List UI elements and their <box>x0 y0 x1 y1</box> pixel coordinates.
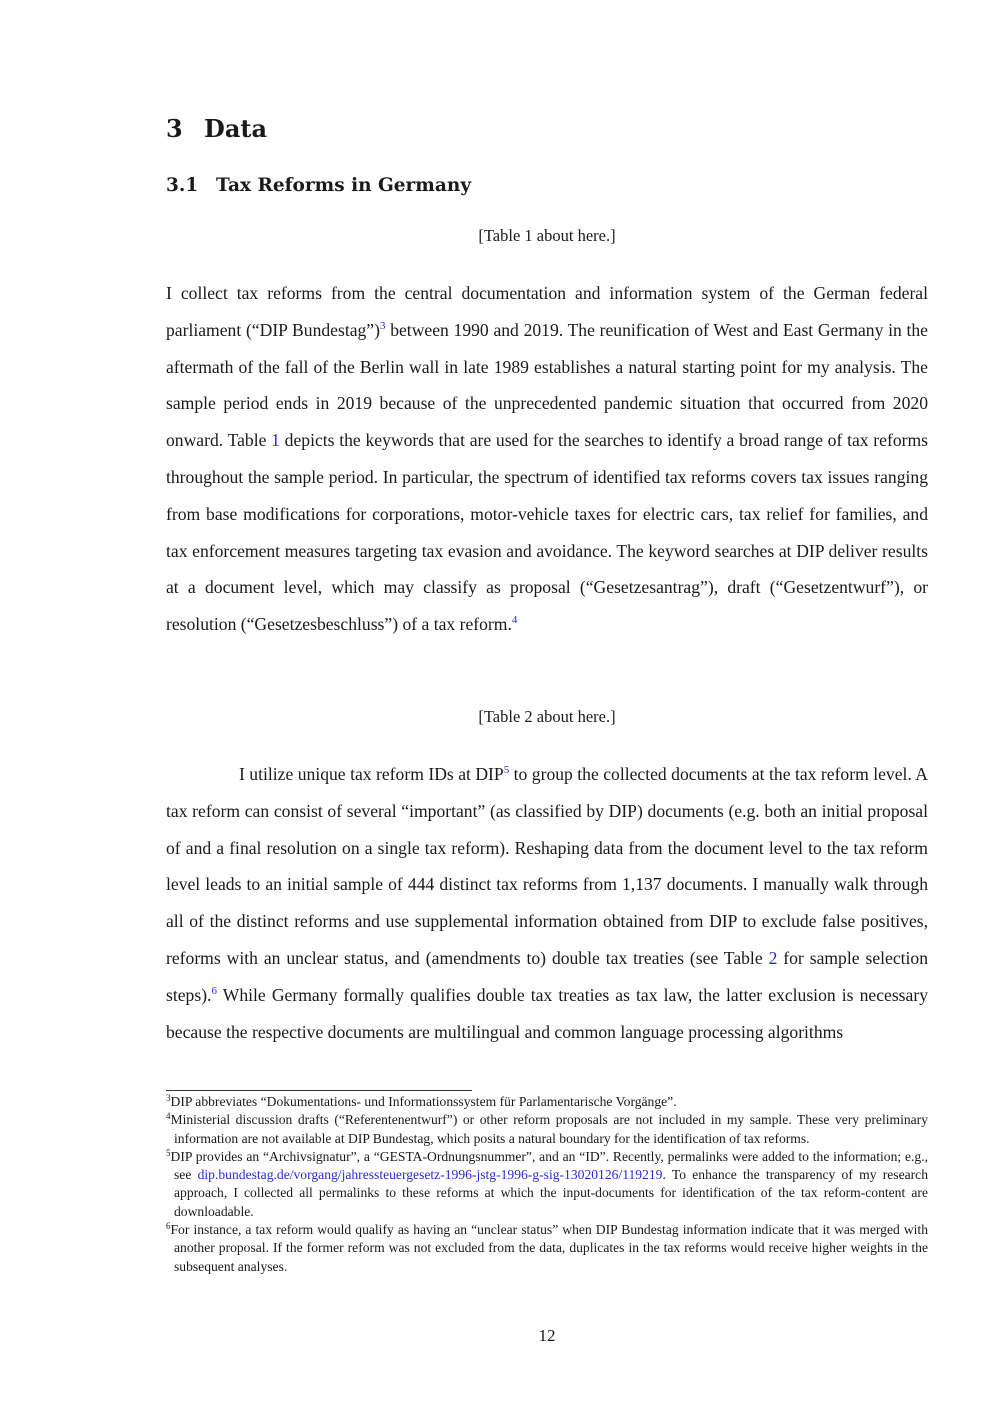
para1-text-2: between 1990 and 2019. The reunification of West and East Germany in the aftermath of the fall of the Berlin wall in late 1989 establishes a natural starting point for my analysis. The sample period ends in 2019 because of the unprecedented pandemic situation that occurred from 2020 onward. Table <box>166 319 928 451</box>
footnote-3 <box>166 1093 928 1111</box>
para2-text-4: While Germany formally qualifies double tax treaties as tax law, the latter exclusion is necessary because the respective documents are multilingual and common language processing algorithms <box>166 984 928 1042</box>
table-ref-2[interactable]: 2 <box>768 947 778 968</box>
footnote-ref-4[interactable]: 4 <box>511 614 518 627</box>
footnote-4 <box>166 1111 928 1148</box>
footnote-ref-6[interactable]: 6 <box>211 984 217 997</box>
page-number: 12 <box>538 1326 556 1345</box>
footnote-mark: 4 <box>166 1111 171 1122</box>
subsection-title: Tax Reforms in Germany <box>216 175 472 196</box>
footnote-6 <box>166 1221 928 1276</box>
footnote-mark: 6 <box>166 1221 171 1232</box>
footnote-ref-5[interactable]: 5 <box>503 764 510 776</box>
dip-permalink[interactable]: dip.bundestag.de/vorgang/jahressteuergesetz-1996-jstg-1996-g-sig-13020126/119219 <box>197 1167 663 1183</box>
footnote-ref-3[interactable]: 3 <box>379 319 386 332</box>
para1-text-3: depicts the keywords that are used for the searches to identify a broad range of tax reforms throughout the sample period. In particular, the spectrum of identified tax reforms covers tax issues ranging from base modifications for corporations, motor-vehicle taxes for electric cars, tax relief for families, and tax enforcement measures targeting tax evasion and avoidance. The keyword searches at DIP deliver results at a document level, which may classify as proposal (“Gesetzesantrag”), draft (“Gesetzentwurf”), or resolution (“Gesetzesbeschluss”) of a tax reform. <box>166 430 929 635</box>
footnote-mark: 5 <box>166 1147 171 1158</box>
subsection-number: 3.1 <box>166 175 199 196</box>
para1-text-1: I collect tax reforms from the central documentation and information system of the German federal parliament (“DIP Bundestag”) <box>166 283 928 340</box>
footnote-text: Ministerial discussion drafts (“Referentenentwurf”) or other reform proposals are not included in my sample. These very preliminary information are not available at DIP Bundestag, which posits a natural boundary for the identification of tax reforms. <box>170 1112 928 1146</box>
section-heading <box>166 114 267 143</box>
footnote-divider <box>166 1090 472 1091</box>
table-ref-1[interactable]: 1 <box>271 430 280 451</box>
section-number: 3 <box>166 114 183 143</box>
footnote-text: DIP provides an “Archivsignatur”, a “GESTA-Ordnungsnummer”, and an “ID”. Recently, permalinks were added to the information; e.g., see <box>170 1148 928 1183</box>
footnote-5 <box>166 1148 928 1221</box>
paragraph-2 <box>166 756 928 1050</box>
para2-text-1: I utilize unique tax reform IDs at DIP <box>239 764 504 784</box>
para2-text-2: to group the collected documents at the tax reform level. A tax reform can consist of several “important” (as classified by DIP) documents (e.g. both an initial proposal of and a final resolution on a single tax reform). Reshaping data from the document level to the tax reform level leads to an initial sample of 444 distinct tax reforms from 1,137 documents. I manually walk through all of the distinct reforms and use supplemental information obtained from DIP to exclude false positives, reforms with an unclear status, and (amendments to) double tax treaties (see Table <box>166 764 928 968</box>
footnote-text: For instance, a tax reform would qualify as having an “unclear status” when DIP Bundestag information indicate that it was merged with another proposal. If the former reform was not excluded from the data, duplicates in the tax reforms would receive higher weights in the subsequent analyses. <box>170 1222 928 1274</box>
subsection-heading <box>166 175 471 196</box>
table2-placeholder: [Table 2 about here.] <box>478 707 616 726</box>
para2-text-3: for sample selection steps). <box>166 947 929 1005</box>
footnotes <box>166 1093 928 1276</box>
section-title: Data <box>204 114 267 143</box>
footnote-text: . To enhance the transparency of my research approach, I collected all permalinks to these reforms at which the input-documents for identification of the tax reform-content are downloadable. <box>174 1167 928 1219</box>
footnote-mark: 3 <box>166 1093 171 1103</box>
paragraph-1 <box>166 275 928 643</box>
footnote-text: DIP abbreviates “Dokumentations- und Informationssystem für Parlamentarische Vorgänge”. <box>170 1094 677 1109</box>
table1-placeholder: [Table 1 about here.] <box>478 226 616 245</box>
